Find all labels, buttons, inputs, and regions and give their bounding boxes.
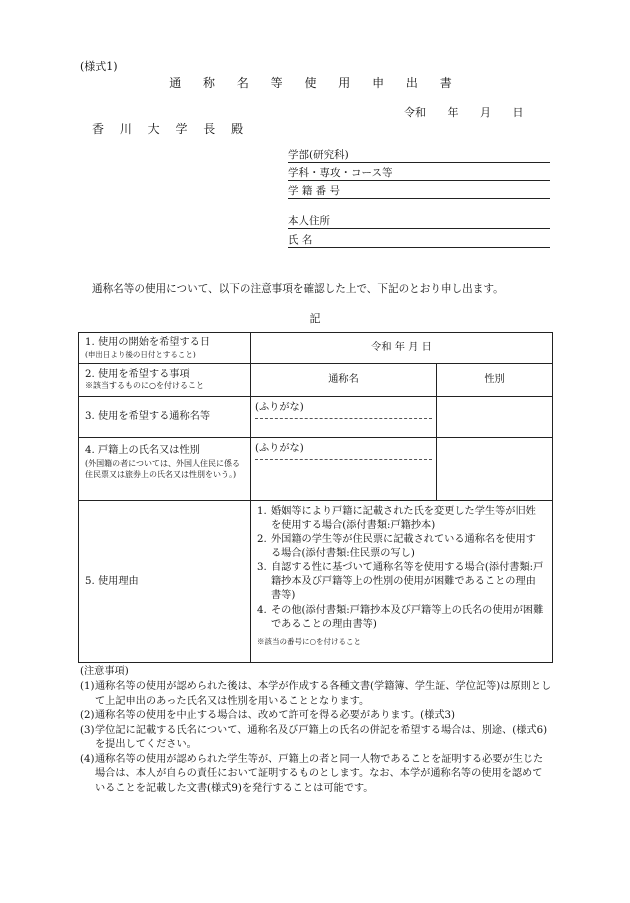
desired-alias-label: 3. 使用を希望する通称名等 [79,397,251,438]
addressee: 香 川 大 学 長 殿 [92,122,250,136]
reason-options [251,501,553,663]
registered-gender-cell[interactable] [437,438,553,501]
table-row [79,397,553,438]
start-date-label: 1. 使用の開始を希望する日 (申出日より後の日付とすること) [79,333,251,364]
note-item: (3) 学位記に記載する氏名について、通称名及び戸籍上の氏名の併記を希望する場合は、別途、(様式6)を提出してください。 [80,724,548,751]
reason-note: ※該当の番号に○を付けること [257,636,362,646]
alias-column-header[interactable]: 通称名 [251,364,437,397]
reason-option[interactable]: 2. 外国籍の学生等が住民票に記載されている通称名を使用する場合(添付書類:住民票の写し) [257,534,536,560]
address-field[interactable]: 本人住所 [288,213,550,229]
start-date-value[interactable]: 令和 年 月 日 [251,333,553,364]
note-item: (4) 通称名等の使用が認められた学生等が、戸籍上の者と同一人物であることを証明する必要が生じた場合は、本人が自らの責任において証明するものとします。なお、本学が通称名等の使用を認めていることを記載した文書(様式9)を発行することは可能です。 [80,753,544,794]
reason-option[interactable]: 3. 自認する性に基づいて通称名等を使用する場合(添付書類:戸籍抄本及び戸籍等上の性別の使用が困難であることの理由書等) [257,562,544,602]
reason-option[interactable]: 1. 婚姻等により戸籍に記載された氏を変更した学生等が旧姓を使用する場合(添付書類:戸籍抄本) [257,506,536,532]
table-row [79,501,553,663]
note-item: (1) 通称名等の使用が認められた後は、本学が作成する各種文書(学籍簿、学生証、学位記等)は原則として上記申出のあった氏名又は性別を用いることとなります。 [80,681,552,707]
gender-column-header[interactable]: 性別 [437,364,553,397]
note-item: (2) 通称名等の使用を中止する場合は、改めて許可を得る必要があります。(様式3) [80,710,455,722]
notes-heading: (注意事項) [80,666,129,677]
desired-alias-cell[interactable] [251,397,437,438]
intro-text: 通称名等の使用について、以下の注意事項を確認した上で、下記のとおり申し出ます。 [92,283,504,295]
registered-name-cell[interactable] [251,438,437,501]
department-field[interactable]: 学科・専攻・コース等 [288,165,550,181]
furigana-label: (ふりがな) [255,440,432,460]
form-code: (様式1) [80,60,118,73]
faculty-field[interactable]: 学部(研究科) [288,147,550,163]
reason-option[interactable]: 4. その他(添付書類:戸籍抄本及び戸籍等上の氏名の使用が困難であることの理由書等) [257,604,544,630]
name-field[interactable]: 氏 名 [288,232,550,248]
ki-heading: 記 [309,312,321,325]
table-row [79,333,553,364]
request-items-label: 2. 使用を希望する事項 ※該当するものに○を付けること [79,364,251,397]
application-table [78,332,553,663]
application-date: 令和 年 月 日 [404,106,524,119]
furigana-label: (ふりがな) [255,399,432,419]
registered-name-label: 4. 戸籍上の氏名又は性別 (外国籍の者については、外国人住民に係る住民票又は旅券上の氏名又は性別をいう。) [79,438,251,501]
desired-gender-cell[interactable] [437,397,553,438]
reason-label: 5. 使用理由 [79,501,251,663]
table-row [79,438,553,501]
table-row [79,364,553,397]
notes-section [80,665,552,796]
student-id-field[interactable]: 学 籍 番 号 [288,183,550,199]
document-title: 通 称 名 等 使 用 申 出 書 [169,76,461,90]
